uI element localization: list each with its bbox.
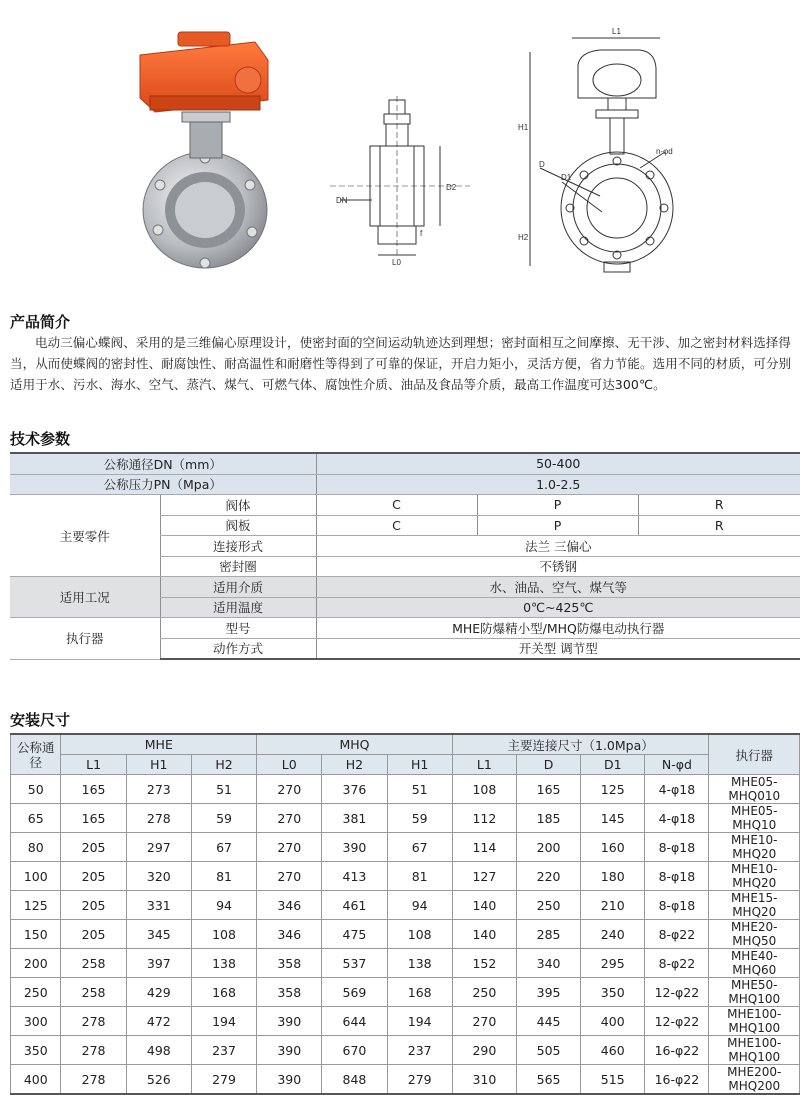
table-cell: 150 xyxy=(11,920,61,949)
table-cell: 644 xyxy=(322,1007,387,1036)
col-header: H1 xyxy=(387,755,452,775)
label-f: f xyxy=(420,229,423,238)
table-cell: 300 xyxy=(11,1007,61,1036)
table-row xyxy=(11,833,800,862)
seal-value: 不锈钢 xyxy=(316,556,800,577)
table-cell: 278 xyxy=(61,1065,126,1095)
table-cell: 125 xyxy=(581,775,645,804)
table-cell: 140 xyxy=(452,891,516,920)
table-cell: 12-φ22 xyxy=(645,978,709,1007)
dn-label: 公称通径DN（mm） xyxy=(10,453,316,474)
table-cell: 165 xyxy=(61,775,126,804)
table-cell: 358 xyxy=(257,949,322,978)
table-cell: 320 xyxy=(126,862,191,891)
actuator-label: 执行器 xyxy=(10,618,160,660)
header-mhe: MHE xyxy=(61,734,257,755)
table-row xyxy=(11,1007,800,1036)
table-cell: 270 xyxy=(257,862,322,891)
table-row xyxy=(11,891,800,920)
actuator-cell: MHE40-MHQ60 xyxy=(709,949,800,978)
table-cell: 165 xyxy=(516,775,580,804)
table-row xyxy=(10,453,800,474)
body-mat-c: C xyxy=(316,495,477,516)
table-cell: 165 xyxy=(61,804,126,833)
table-cell: 345 xyxy=(126,920,191,949)
table-cell: 358 xyxy=(257,978,322,1007)
plate-mat-p: P xyxy=(477,515,638,536)
table-cell: 848 xyxy=(322,1065,387,1095)
table-cell: 270 xyxy=(452,1007,516,1036)
table-cell: 16-φ22 xyxy=(645,1065,709,1095)
table-cell: 4-φ18 xyxy=(645,804,709,833)
table-cell: 278 xyxy=(61,1007,126,1036)
actuator-cell: MHE100-MHQ100 xyxy=(709,1036,800,1065)
table-cell: 108 xyxy=(191,920,256,949)
table-cell: 390 xyxy=(257,1007,322,1036)
table-row xyxy=(11,920,800,949)
table-cell: 67 xyxy=(387,833,452,862)
label-h2: H2 xyxy=(518,233,529,242)
table-cell: 12-φ22 xyxy=(645,1007,709,1036)
col-header: D xyxy=(516,755,580,775)
table-cell: 526 xyxy=(126,1065,191,1095)
actuator-cell: MHE15-MHQ20 xyxy=(709,891,800,920)
table-row xyxy=(11,862,800,891)
table-row xyxy=(10,474,800,495)
table-cell: 515 xyxy=(581,1065,645,1095)
table-cell: 270 xyxy=(257,833,322,862)
front-view-drawing xyxy=(530,38,673,272)
table-cell: 8-φ18 xyxy=(645,833,709,862)
table-cell: 200 xyxy=(11,949,61,978)
table-cell: 537 xyxy=(322,949,387,978)
table-cell: 460 xyxy=(581,1036,645,1065)
table-cell: 270 xyxy=(257,775,322,804)
table-cell: 350 xyxy=(11,1036,61,1065)
label-n-phi-d: n-φd xyxy=(656,147,673,156)
table-cell: 194 xyxy=(387,1007,452,1036)
table-cell: 50 xyxy=(11,775,61,804)
actuator-cell: MHE20-MHQ50 xyxy=(709,920,800,949)
header-mhq: MHQ xyxy=(257,734,453,755)
table-row xyxy=(11,949,800,978)
table-cell: 80 xyxy=(11,833,61,862)
table-cell: 285 xyxy=(516,920,580,949)
table-cell: 670 xyxy=(322,1036,387,1065)
label-d2: D2 xyxy=(446,183,457,192)
table-cell: 250 xyxy=(11,978,61,1007)
label-d: D xyxy=(539,160,545,169)
col-header: L0 xyxy=(257,755,322,775)
table-cell: 505 xyxy=(516,1036,580,1065)
actuator-cell: MHE100-MHQ100 xyxy=(709,1007,800,1036)
table-row xyxy=(11,1036,800,1065)
table-row xyxy=(11,775,800,804)
actuator-cell: MHE10-MHQ20 xyxy=(709,833,800,862)
table-cell: 346 xyxy=(257,891,322,920)
col-header: D1 xyxy=(581,755,645,775)
table-cell: 340 xyxy=(516,949,580,978)
table-cell: 200 xyxy=(516,833,580,862)
product-illustrations xyxy=(0,0,800,300)
label-l0: L0 xyxy=(392,258,401,267)
table-cell: 413 xyxy=(322,862,387,891)
table-cell: 381 xyxy=(322,804,387,833)
table-row xyxy=(10,495,800,516)
table-cell: 205 xyxy=(61,891,126,920)
table-cell: 114 xyxy=(452,833,516,862)
plate-mat-r: R xyxy=(638,515,800,536)
table-cell: 395 xyxy=(516,978,580,1007)
table-cell: 331 xyxy=(126,891,191,920)
label-dn: DN xyxy=(336,196,348,205)
plate-label: 阀板 xyxy=(160,515,316,536)
table-cell: 194 xyxy=(191,1007,256,1036)
install-title: 安装尺寸 xyxy=(10,711,71,729)
table-cell: 205 xyxy=(61,862,126,891)
header-conn: 主要连接尺寸（1.0Mpa） xyxy=(452,734,709,755)
table-cell: 140 xyxy=(452,920,516,949)
table-cell: 180 xyxy=(581,862,645,891)
table-cell: 81 xyxy=(191,862,256,891)
table-cell: 8-φ22 xyxy=(645,949,709,978)
table-cell: 8-φ18 xyxy=(645,891,709,920)
table-cell: 94 xyxy=(191,891,256,920)
table-cell: 250 xyxy=(516,891,580,920)
table-cell: 390 xyxy=(322,833,387,862)
table-cell: 475 xyxy=(322,920,387,949)
table-cell: 565 xyxy=(516,1065,580,1095)
actuator-cell: MHE10-MHQ20 xyxy=(709,862,800,891)
table-cell: 310 xyxy=(452,1065,516,1095)
table-cell: 205 xyxy=(61,833,126,862)
table-row xyxy=(11,804,800,833)
temp-value: 0℃~425℃ xyxy=(316,597,800,618)
table-cell: 108 xyxy=(387,920,452,949)
valve-photo xyxy=(140,32,268,268)
table-cell: 461 xyxy=(322,891,387,920)
pn-label: 公称压力PN（Mpa） xyxy=(10,474,316,495)
col-header: N-φd xyxy=(645,755,709,775)
temp-label: 适用温度 xyxy=(160,597,316,618)
body-mat-p: P xyxy=(477,495,638,516)
medium-value: 水、油品、空气、煤气等 xyxy=(316,577,800,598)
actuator-cell: MHE200-MHQ200 xyxy=(709,1065,800,1095)
header-row xyxy=(11,734,800,755)
table-cell: 295 xyxy=(581,949,645,978)
table-cell: 205 xyxy=(61,920,126,949)
action-label: 动作方式 xyxy=(160,638,316,659)
actuator-cell: MHE50-MHQ100 xyxy=(709,978,800,1007)
table-cell: 168 xyxy=(387,978,452,1007)
table-cell: 400 xyxy=(581,1007,645,1036)
header-actuator: 执行器 xyxy=(709,734,800,775)
table-cell: 210 xyxy=(581,891,645,920)
table-cell: 569 xyxy=(322,978,387,1007)
seal-label: 密封圈 xyxy=(160,556,316,577)
col-header: H2 xyxy=(191,755,256,775)
table-cell: 125 xyxy=(11,891,61,920)
table-cell: 376 xyxy=(322,775,387,804)
table-cell: 237 xyxy=(191,1036,256,1065)
table-row xyxy=(10,577,800,598)
table-cell: 168 xyxy=(191,978,256,1007)
model-label: 型号 xyxy=(160,618,316,639)
header-row xyxy=(11,755,800,775)
table-cell: 51 xyxy=(387,775,452,804)
dn-value: 50-400 xyxy=(316,453,800,474)
table-cell: 278 xyxy=(126,804,191,833)
table-cell: 278 xyxy=(61,1036,126,1065)
table-cell: 346 xyxy=(257,920,322,949)
table-cell: 160 xyxy=(581,833,645,862)
table-row xyxy=(11,978,800,1007)
table-cell: 297 xyxy=(126,833,191,862)
table-cell: 445 xyxy=(516,1007,580,1036)
model-value: MHE防爆精小型/MHQ防爆电动执行器 xyxy=(316,618,800,639)
actuator-cell: MHE05-MHQ10 xyxy=(709,804,800,833)
table-cell: 290 xyxy=(452,1036,516,1065)
conn-label: 连接形式 xyxy=(160,536,316,557)
table-cell: 16-φ22 xyxy=(645,1036,709,1065)
table-cell: 127 xyxy=(452,862,516,891)
body-mat-r: R xyxy=(638,495,800,516)
label-h1: H1 xyxy=(518,123,529,132)
table-cell: 472 xyxy=(126,1007,191,1036)
body-label: 阀体 xyxy=(160,495,316,516)
table-cell: 250 xyxy=(452,978,516,1007)
table-cell: 220 xyxy=(516,862,580,891)
table-cell: 67 xyxy=(191,833,256,862)
table-cell: 258 xyxy=(61,978,126,1007)
cond-label: 适用工况 xyxy=(10,577,160,618)
col-header: L1 xyxy=(61,755,126,775)
table-cell: 390 xyxy=(257,1065,322,1095)
table-cell: 51 xyxy=(191,775,256,804)
table-cell: 152 xyxy=(452,949,516,978)
table-cell: 240 xyxy=(581,920,645,949)
parts-label: 主要零件 xyxy=(10,495,160,577)
table-cell: 498 xyxy=(126,1036,191,1065)
col-header: H2 xyxy=(322,755,387,775)
table-cell: 270 xyxy=(257,804,322,833)
table-cell: 273 xyxy=(126,775,191,804)
table-cell: 59 xyxy=(191,804,256,833)
intro-text: 电动三偏心蝶阀、采用的是三维偏心原理设计，使密封面的空间运动轨迹达到理想；密封面相互之间摩擦、无干涉、加之密封材料选择得当，从而使蝶阀的密封性、耐腐蚀性、耐高温性和耐磨性等得到了可靠的保证，开启力矩小，灵活方便，省力节能。选用不同的材质，可分别适用于水、污水、海水、空气、蒸汽、煤气、可燃气体、腐蚀性介质、油品及食品等介质，最高工作温度可达300℃。 xyxy=(10,335,792,392)
table-cell: 279 xyxy=(387,1065,452,1095)
actuator-cell: MHE05-MHQ010 xyxy=(709,775,800,804)
table-cell: 59 xyxy=(387,804,452,833)
table-cell: 145 xyxy=(581,804,645,833)
intro-title: 产品简介 xyxy=(10,313,71,331)
install-dims-table xyxy=(10,733,800,1095)
col-header: L1 xyxy=(452,755,516,775)
table-cell: 81 xyxy=(387,862,452,891)
col-header: H1 xyxy=(126,755,191,775)
table-cell: 4-φ18 xyxy=(645,775,709,804)
table-cell: 397 xyxy=(126,949,191,978)
table-cell: 94 xyxy=(387,891,452,920)
table-cell: 390 xyxy=(257,1036,322,1065)
table-cell: 100 xyxy=(11,862,61,891)
header-dn: 公称通径 xyxy=(11,734,61,775)
plate-mat-c: C xyxy=(316,515,477,536)
table-cell: 112 xyxy=(452,804,516,833)
tech-title: 技术参数 xyxy=(10,430,71,448)
table-cell: 258 xyxy=(61,949,126,978)
side-view-drawing xyxy=(330,96,470,256)
table-cell: 400 xyxy=(11,1065,61,1095)
pn-value: 1.0-2.5 xyxy=(316,474,800,495)
table-cell: 8-φ18 xyxy=(645,862,709,891)
action-value: 开关型 调节型 xyxy=(316,638,800,659)
conn-value: 法兰 三偏心 xyxy=(316,536,800,557)
table-cell: 138 xyxy=(191,949,256,978)
medium-label: 适用介质 xyxy=(160,577,316,598)
table-cell: 65 xyxy=(11,804,61,833)
label-d1: D1 xyxy=(561,173,572,182)
table-cell: 185 xyxy=(516,804,580,833)
table-cell: 237 xyxy=(387,1036,452,1065)
table-cell: 8-φ22 xyxy=(645,920,709,949)
table-cell: 138 xyxy=(387,949,452,978)
table-row xyxy=(10,618,800,639)
table-cell: 108 xyxy=(452,775,516,804)
table-cell: 350 xyxy=(581,978,645,1007)
tech-params-table xyxy=(10,452,800,660)
table-cell: 279 xyxy=(191,1065,256,1095)
label-l1: L1 xyxy=(612,27,621,36)
table-row xyxy=(11,1065,800,1095)
table-cell: 429 xyxy=(126,978,191,1007)
